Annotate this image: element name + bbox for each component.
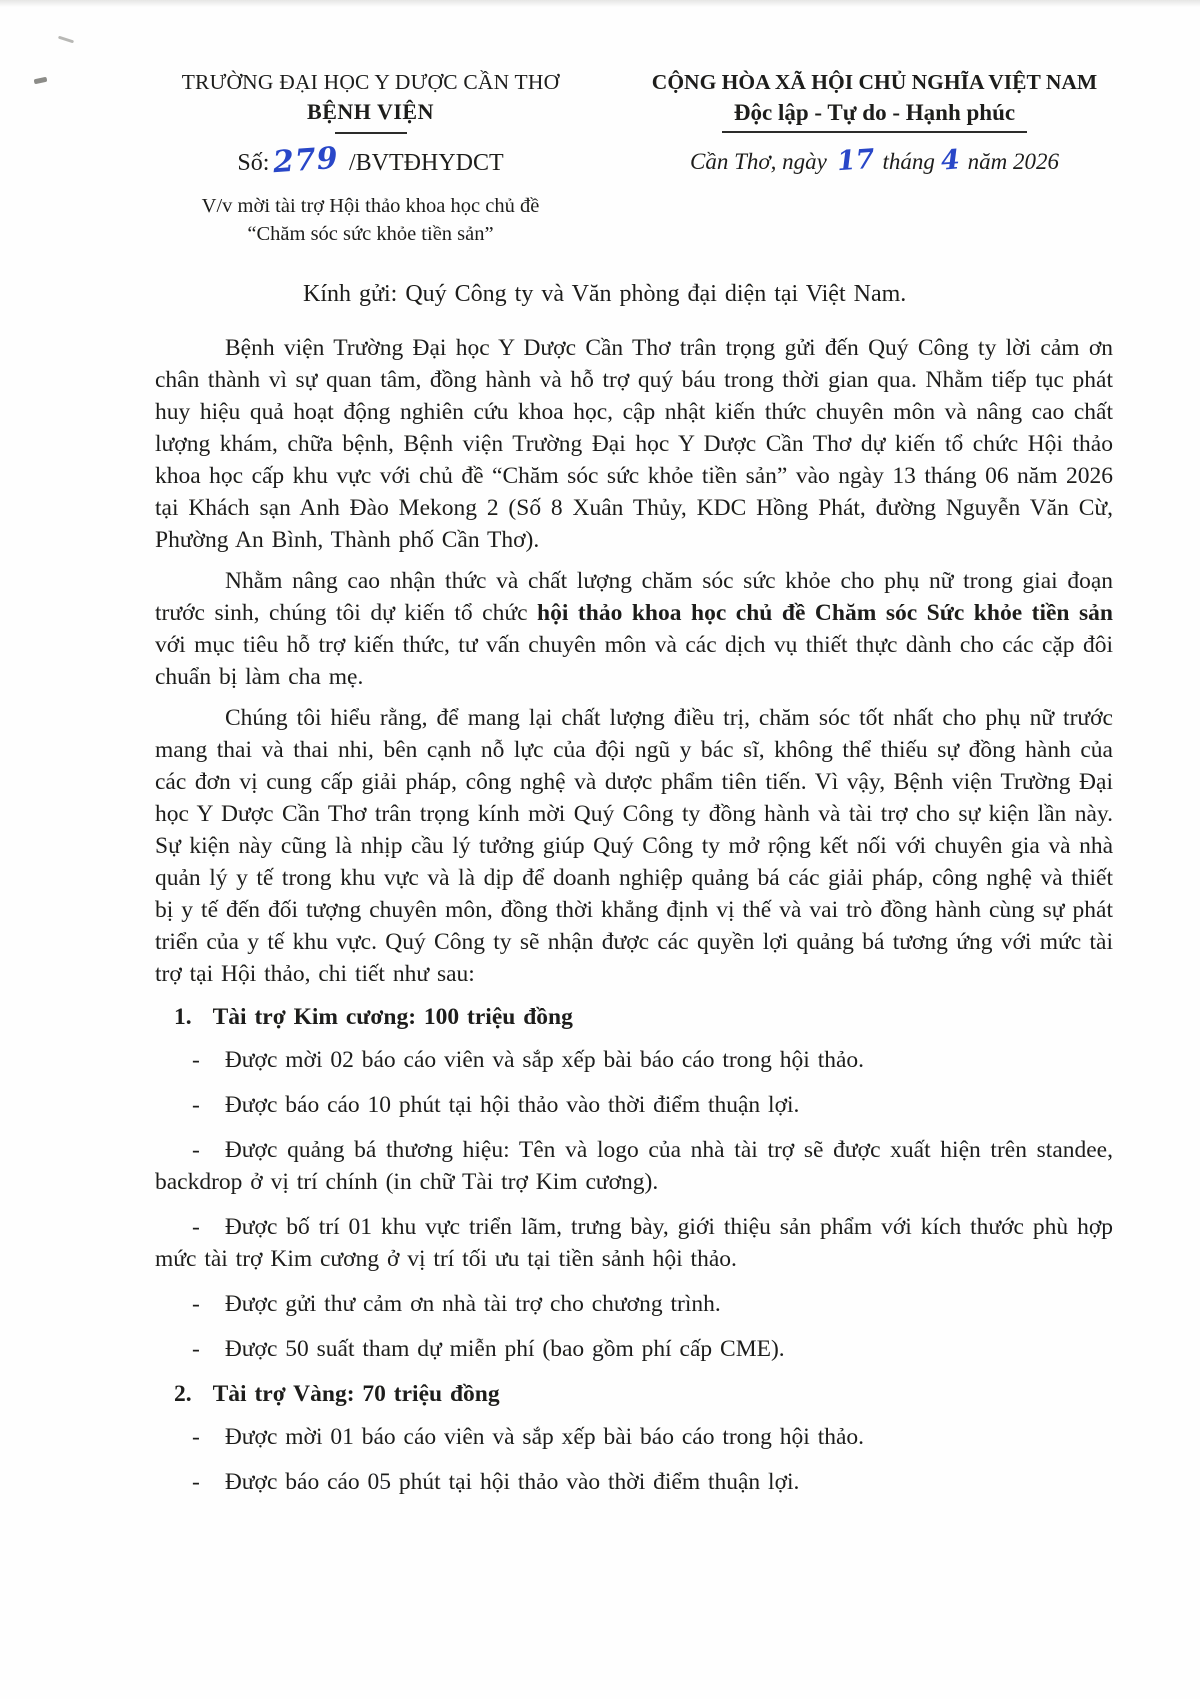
list-item-text: Được 50 suất tham dự miễn phí (bao gồm phí cấp CME). — [224, 1336, 785, 1363]
list-item — [155, 1288, 1113, 1320]
section-heading-diamond — [155, 1001, 1113, 1033]
dash-bullet: - — [192, 1469, 200, 1496]
dash-bullet: - — [192, 1137, 200, 1164]
date-day-handwritten: 17 — [835, 143, 876, 178]
doc-number-handwritten: 279 — [272, 140, 341, 181]
list-item-text: Được quảng bá thương hiệu: Tên và logo của nhà tài trợ sẽ được xuất hiện trên standee, backdrop ở vị trí chính (in chữ Tài trợ Kim cương). — [155, 1137, 1113, 1196]
dash-bullet: - — [192, 1047, 200, 1074]
national-title: CỘNG HÒA XÃ HỘI CHỦ NGHĨA VIỆT NAM — [651, 70, 1098, 94]
date-suffix: năm 2026 — [967, 149, 1059, 174]
national-motto: Độc lập - Tự do - Hạnh phúc — [722, 100, 1027, 133]
date-prefix: Cần Thơ, ngày — [689, 149, 827, 174]
list-item — [155, 1089, 1113, 1121]
section-number: 2. — [174, 1381, 192, 1408]
paragraph-purpose-post: với mục tiêu hỗ trợ kiến thức, tư vấn chuyên môn và các dịch vụ thiết thực dành cho các cặp đôi chuẩn bị làm cha mẹ. — [155, 632, 1113, 691]
subject-line-1: V/v mời tài trợ Hội thảo khoa học chủ đề — [201, 195, 540, 217]
list-item — [155, 1333, 1113, 1365]
list-item — [155, 1421, 1113, 1453]
org-parent-name: TRƯỜNG ĐẠI HỌC Y DƯỢC CẦN THƠ — [181, 70, 560, 94]
paragraph-intro: Bệnh viện Trường Đại học Y Dược Cần Thơ trân trọng gửi đến Quý Công ty lời cảm ơn chân thành vì sự quan tâm, đồng hành và hỗ trợ quý báu trong thời gian qua. Nhằm tiếp tục phát huy hiệu quả hoạt động nghiên cứu khoa học, cập nhật kiến thức chuyên môn và nâng cao chất lượng khám, chữa bệnh, Bệnh viện Trường Đại học Y Dược Cần Thơ dự kiến tổ chức Hội thảo khoa học cấp khu vực với chủ đề “Chăm sóc sức khỏe tiền sản” vào ngày 13 tháng 06 năm 2026 tại Khách sạn Anh Đào Mekong 2 (Số 8 Xuân Thủy, KDC Hồng Phát, đường Nguyễn Văn Cừ, Phường An Bình, Thành phố Cần Thơ). — [155, 335, 1113, 554]
section-heading-gold — [155, 1378, 1113, 1410]
list-item-text: Được báo cáo 10 phút tại hội thảo vào thời điểm thuận lợi. — [224, 1092, 800, 1119]
list-item-text: Được gửi thư cảm ơn nhà tài trợ cho chương trình. — [224, 1291, 721, 1318]
date-month-handwritten: 4 — [939, 144, 961, 177]
place-date-line — [637, 145, 1112, 176]
section-title: Tài trợ Kim cương: 100 triệu đồng — [212, 1004, 573, 1031]
section-title: Tài trợ Vàng: 70 triệu đồng — [212, 1381, 500, 1408]
letterhead-issuer-block — [138, 70, 603, 248]
list-item — [155, 1134, 1113, 1198]
letterhead — [0, 0, 1200, 248]
section-number: 1. — [174, 1004, 192, 1031]
list-item-text: Được báo cáo 05 phút tại hội thảo vào thời điểm thuận lợi. — [224, 1469, 800, 1496]
list-item — [155, 1466, 1113, 1498]
list-item-text: Được bố trí 01 khu vực triển lãm, trưng bày, giới thiệu sản phẩm với kích thước phù hợp mức tài trợ Kim cương ở vị trí tối ưu tại tiền sảnh hội thảo. — [155, 1214, 1113, 1273]
list-item — [155, 1044, 1113, 1076]
dash-bullet: - — [192, 1336, 200, 1363]
subject-line-2: “Chăm sóc sức khỏe tiền sản” — [247, 222, 494, 245]
letterhead-national-block — [637, 70, 1112, 248]
paragraph-purpose-pre: Nhằm nâng cao nhận thức và chất lượng chăm sóc sức khỏe cho phụ nữ trong giai đoạn trước sinh, chúng tôi dự kiến tổ chức — [155, 568, 1113, 627]
dash-bullet: - — [192, 1214, 200, 1241]
paragraph-purpose-bold: hội thảo khoa học chủ đề Chăm sóc Sức khỏe tiền sản — [537, 600, 1113, 627]
list-item — [155, 1211, 1113, 1275]
doc-number-label: Số: — [237, 150, 270, 176]
org-unit-divider — [335, 132, 407, 134]
list-item-text: Được mời 01 báo cáo viên và sắp xếp bài báo cáo trong hội thảo. — [224, 1424, 865, 1451]
dash-bullet: - — [192, 1092, 200, 1119]
dash-bullet: - — [192, 1424, 200, 1451]
org-unit-name: BỆNH VIỆN — [307, 99, 434, 124]
list-item-text: Được mời 02 báo cáo viên và sắp xếp bài báo cáo trong hội thảo. — [224, 1047, 865, 1074]
letter-body — [0, 278, 1200, 1498]
date-mid: tháng — [882, 149, 935, 174]
salutation: Kính gửi: Quý Công ty và Văn phòng đại diện tại Việt Nam. — [303, 281, 907, 308]
dash-bullet: - — [192, 1291, 200, 1318]
document-number — [138, 140, 603, 181]
document-subject — [138, 193, 603, 248]
paragraph-invitation: Chúng tôi hiểu rằng, để mang lại chất lượng điều trị, chăm sóc tốt nhất cho phụ nữ trước mang thai và thai nhi, bên cạnh nỗ lực của đội ngũ y bác sĩ, không thể thiếu sự đồng hành của các đơn vị cung cấp giải pháp, công nghệ và dược phẩm tiên tiến. Vì vậy, Bệnh viện Trường Đại học Y Dược Cần Thơ trân trọng kính mời Quý Công ty đồng hành và tài trợ cho sự kiện lần này. Sự kiện này cũng là nhịp cầu lý tưởng giúp Quý Công ty mở rộng kết nối với chuyên gia và nhà quản lý y tế trong khu vực và là dịp để doanh nghiệp quảng bá các giải pháp, công nghệ và thiết bị y tế đến đối tượng chuyên môn, đồng thời khẳng định vị thế và vai trò đồng hành cùng sự phát triển của y tế khu vực. Quý Công ty sẽ nhận được các quyền lợi quảng bá tương ứng với mức tài trợ tại Hội thảo, chi tiết như sau: — [155, 705, 1113, 988]
paragraph-purpose — [155, 565, 1113, 693]
doc-number-suffix: /BVTĐHYDCT — [348, 150, 504, 176]
